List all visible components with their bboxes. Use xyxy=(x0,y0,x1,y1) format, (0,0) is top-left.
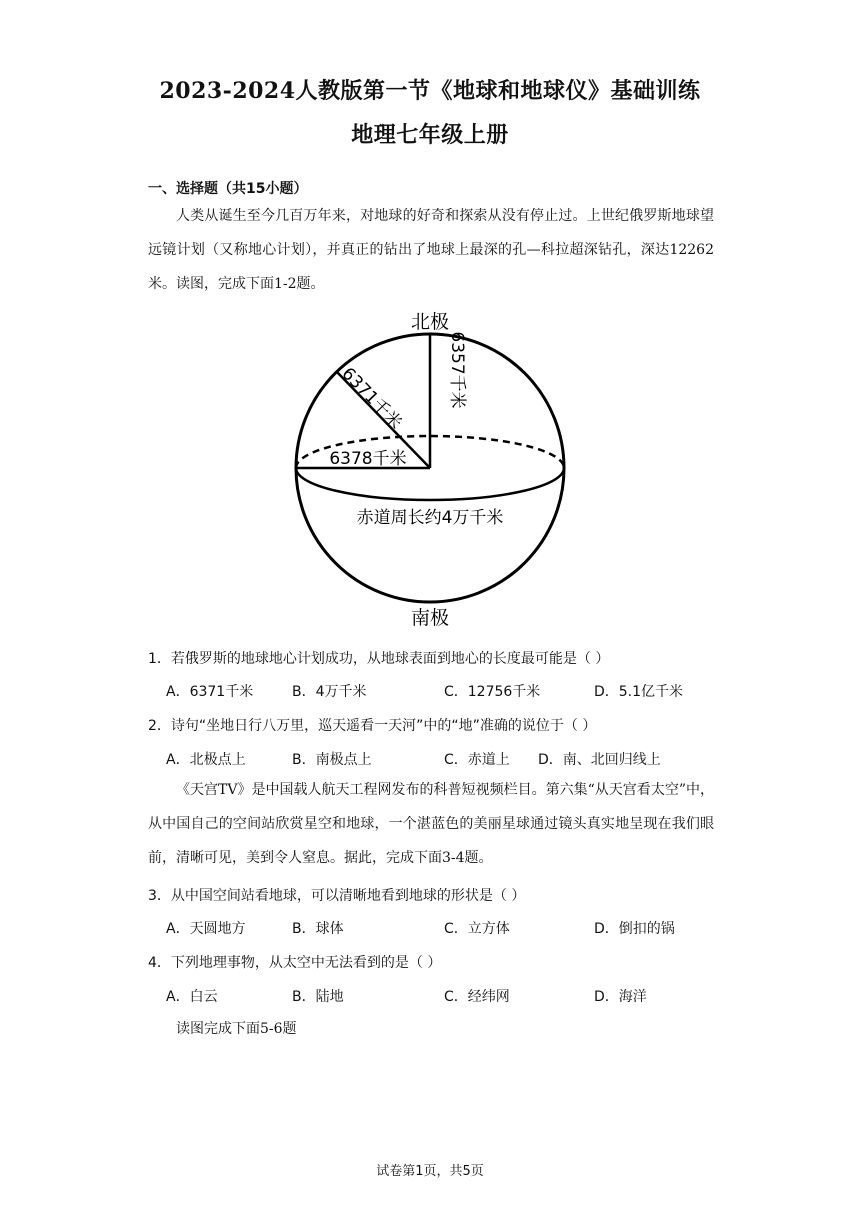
option-d[interactable]: D．5.1亿千米 xyxy=(594,684,684,700)
option-c[interactable]: C．赤道上 xyxy=(444,752,510,768)
question-2-stem: 2．诗句“坐地日行八万里，巡天遥看一天河”中的“地”准确的说位于（ ） xyxy=(148,718,597,734)
option-d[interactable]: D．海洋 xyxy=(594,989,647,1005)
reading-passage-1: 人类从诞生至今几百万年来，对地球的好奇和探索从没有停止过。上世纪俄罗斯地球望远镜计划（又称地心计划），并真正的钻出了地球上最深的孔—科拉超深钻孔，深达12262米。读图，完成下面1-2题。 xyxy=(148,208,714,292)
option-a[interactable]: A．北极点上 xyxy=(166,752,246,768)
option-c[interactable]: C．经纬网 xyxy=(444,989,510,1005)
instruction-questions-5-6: 读图完成下面5-6题 xyxy=(176,1021,297,1037)
option-c[interactable]: C．12756千米 xyxy=(444,684,541,700)
question-2-options xyxy=(166,749,726,769)
option-c[interactable]: C．立方体 xyxy=(444,921,510,937)
option-d[interactable]: D．倒扣的锅 xyxy=(594,921,675,937)
north-pole-label: 北极 xyxy=(410,311,450,333)
polar-radius-label: 6357千米 xyxy=(447,331,467,409)
mean-radius-label: 6371千米 xyxy=(337,363,406,434)
option-a[interactable]: A．6371千米 xyxy=(166,684,254,700)
document-title-line1: 2023-2024人教版第一节《地球和地球仪》基础训练 xyxy=(159,78,701,104)
option-b[interactable]: B．陆地 xyxy=(292,989,344,1005)
question-3-stem: 3．从中国空间站看地球，可以清晰地看到地球的形状是（ ） xyxy=(148,888,526,904)
option-b[interactable]: B．球体 xyxy=(292,921,344,937)
question-1-stem: 1．若俄罗斯的地球地心计划成功，从地球表面到地心的长度最可能是（ ） xyxy=(148,651,610,667)
earth-dimensions-diagram xyxy=(280,302,580,632)
question-3-options xyxy=(166,918,726,938)
option-a[interactable]: A．白云 xyxy=(166,989,218,1005)
reading-passage-2: 《天宫TV》是中国载人航天工程网发布的科普短视频栏目。第六集“从天宫看太空”中，从中国自己的空间站欣赏星空和地球，一个湛蓝色的美丽星球通过镜头真实地呈现在我们眼前，清晰可见，美到令人窒息。据此，完成下面3-4题。 xyxy=(148,782,714,866)
option-d[interactable]: D．南、北回归线上 xyxy=(538,752,661,768)
equator-front xyxy=(296,468,564,500)
equatorial-radius-label: 6378千米 xyxy=(329,449,407,469)
page-footer: 试卷第1页，共5页 xyxy=(376,1164,484,1179)
equator-circumference-label: 赤道周长约4万千米 xyxy=(356,508,504,528)
south-pole-label: 南极 xyxy=(410,607,450,629)
option-a[interactable]: A．天圆地方 xyxy=(166,921,246,937)
option-b[interactable]: B．南极点上 xyxy=(292,752,372,768)
section-heading: 一、选择题（共15小题） xyxy=(148,181,308,197)
option-b[interactable]: B．4万千米 xyxy=(292,684,367,700)
question-4-options xyxy=(166,986,726,1006)
question-1-options xyxy=(166,681,726,701)
question-4-stem: 4．下列地理事物，从太空中无法看到的是（ ） xyxy=(148,955,442,971)
document-title-line2: 地理七年级上册 xyxy=(351,122,509,148)
